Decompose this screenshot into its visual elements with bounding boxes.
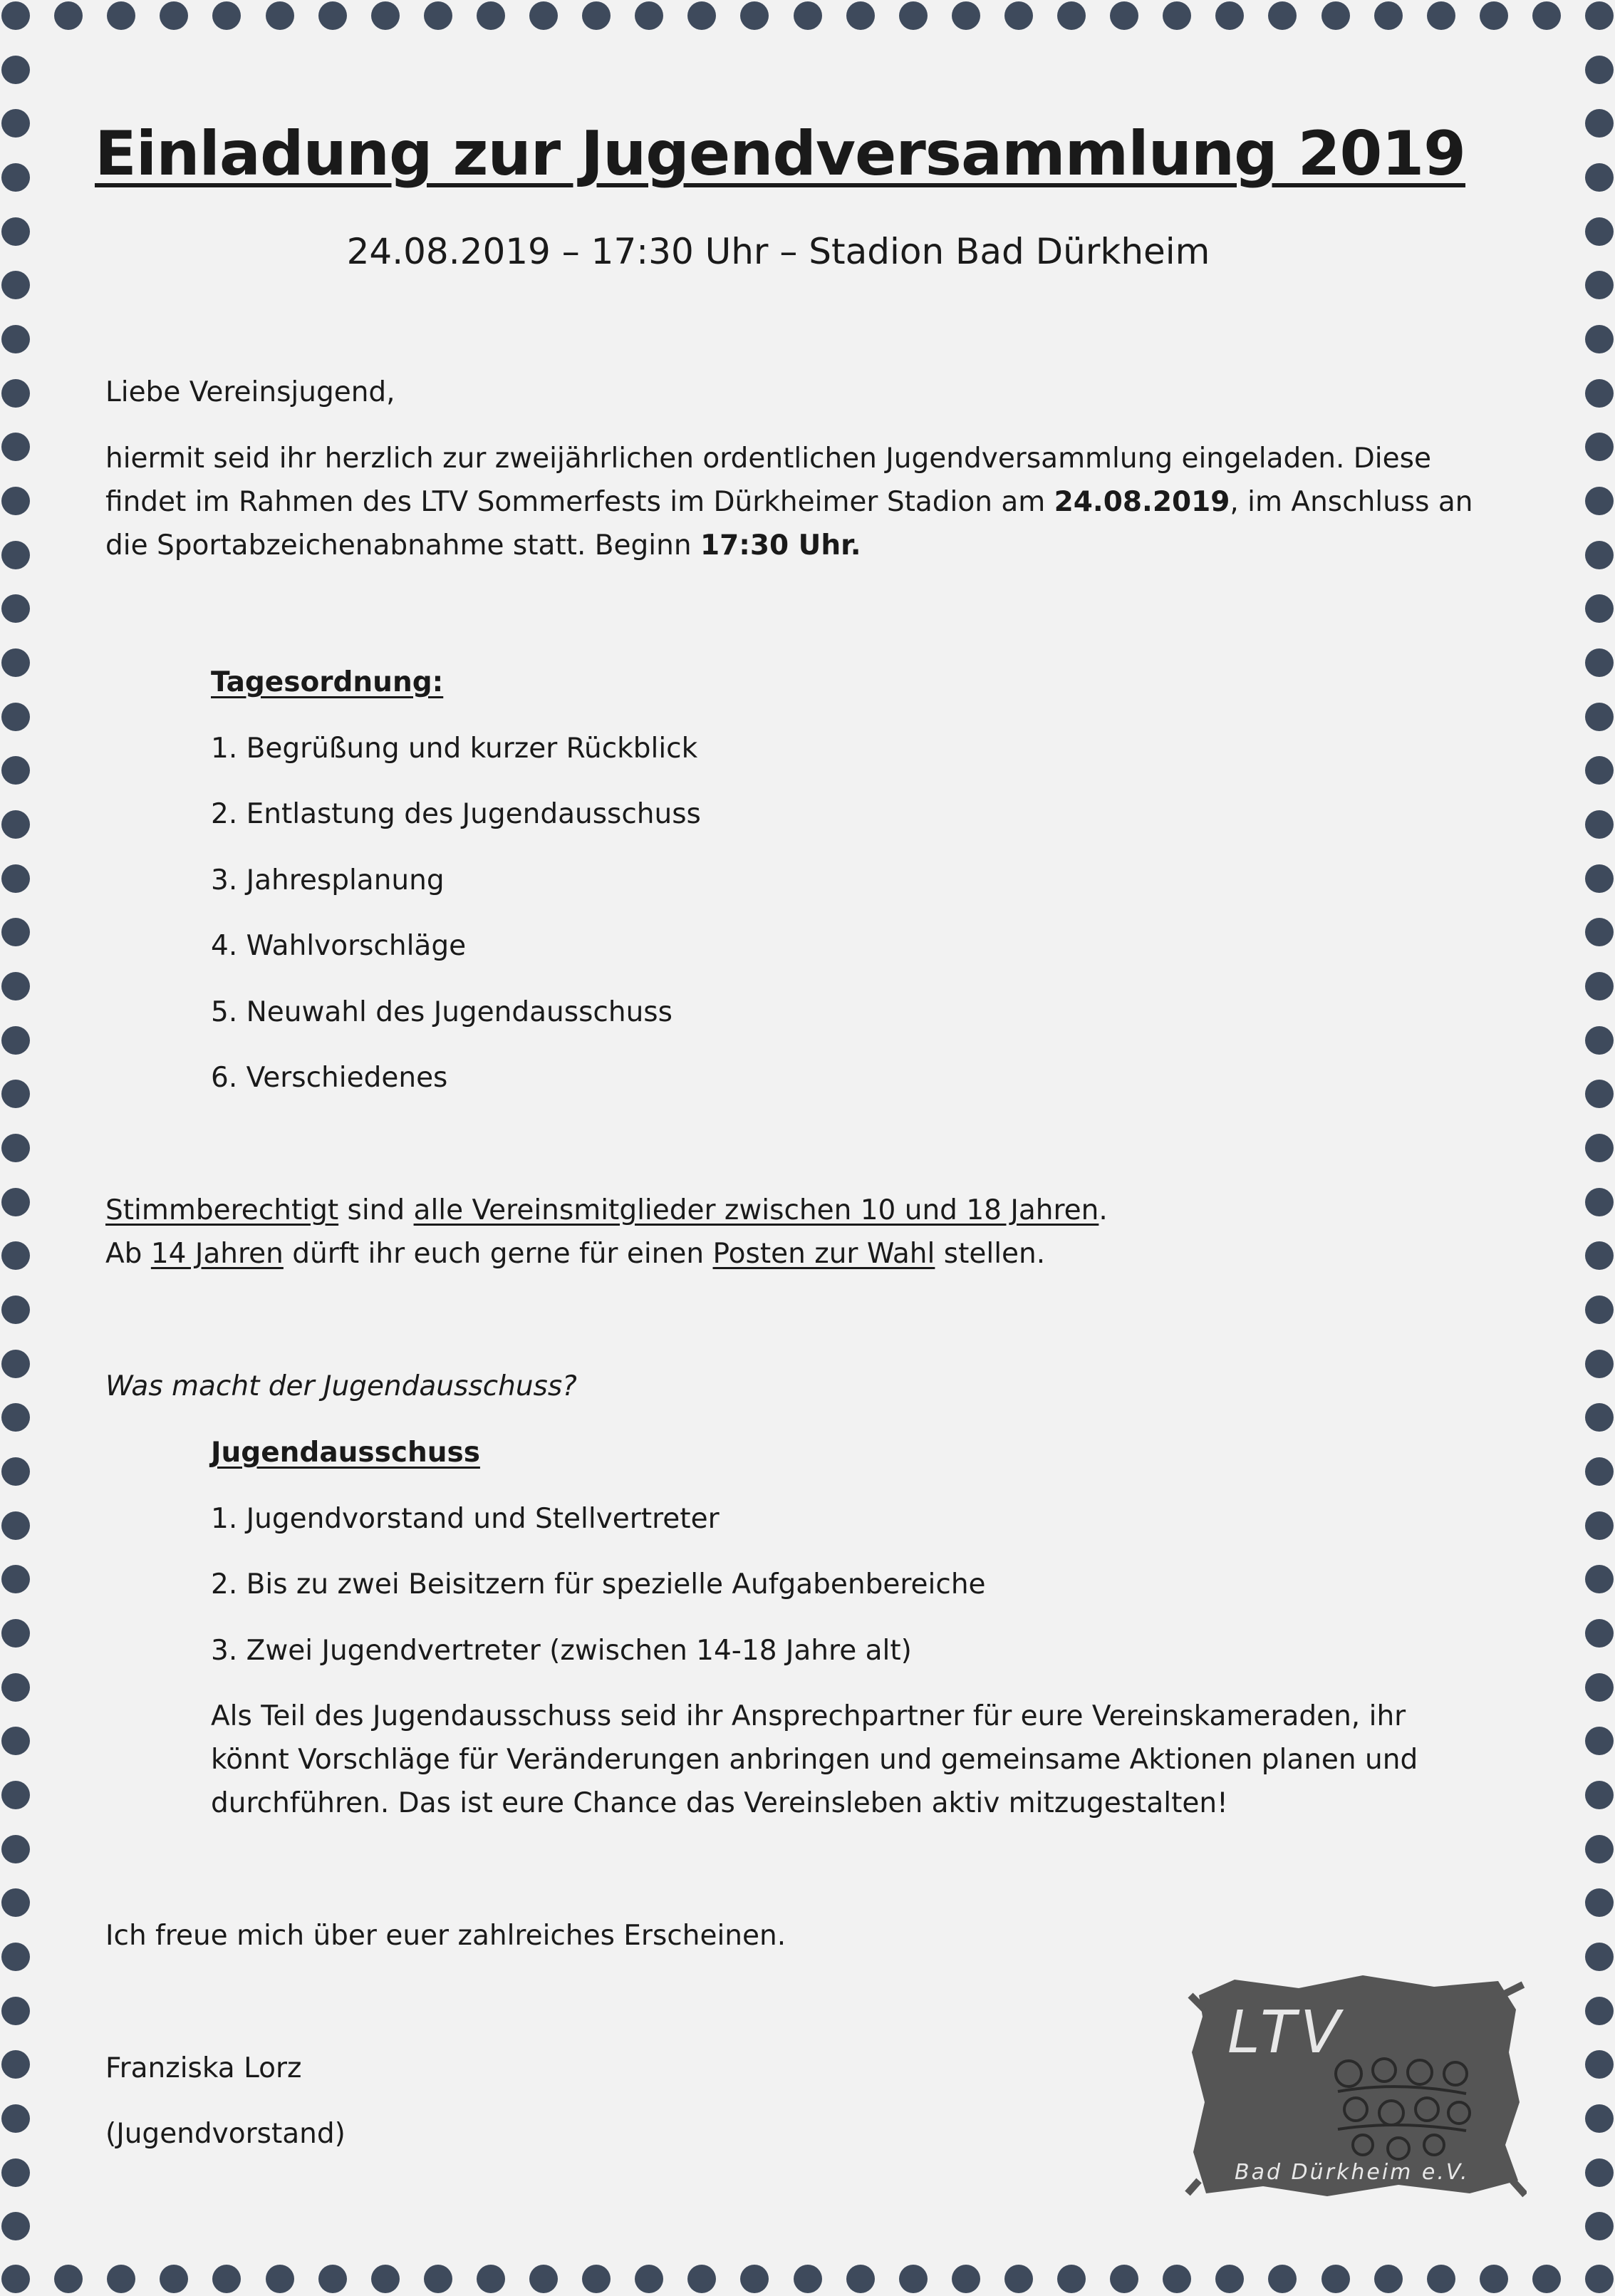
committee-para-line: könnt Vorschläge für Veränderungen anbringen und gemeinsame Aktionen planen und bbox=[211, 1744, 1418, 1776]
committee-item: 3. Zwei Jugendvertreter (zwischen 14-18 Jahre alt) bbox=[211, 1635, 912, 1667]
page-title: Einladung zur Jugendversammlung 2019 bbox=[94, 118, 1466, 190]
voting-text: 14 Jahren bbox=[150, 1238, 284, 1270]
intro-line-3 bbox=[105, 524, 861, 567]
agenda-item: 6. Verschiedenes bbox=[211, 1062, 448, 1094]
voting-text: Posten zur Wahl bbox=[712, 1238, 935, 1270]
voting-text: dürft ihr euch gerne für einen bbox=[283, 1238, 713, 1270]
committee-para-line: Als Teil des Jugendausschuss seid ihr Ansprechpartner für eure Vereinskameraden, ihr bbox=[211, 1700, 1406, 1732]
intro-text: , im Anschluss an bbox=[1230, 486, 1473, 518]
agenda-item: 4. Wahlvorschläge bbox=[211, 930, 467, 962]
agenda-item: 3. Jahresplanung bbox=[211, 864, 445, 896]
committee-para-line: durchführen. Das ist eure Chance das Vereinsleben aktiv mitzugestalten! bbox=[211, 1787, 1228, 1819]
logo-main-text: LTV bbox=[1227, 1999, 1345, 2067]
voting-line-1 bbox=[105, 1189, 1108, 1232]
ltv-logo bbox=[1185, 1967, 1527, 2202]
agenda-item: 1. Begrüßung und kurzer Rückblick bbox=[211, 733, 698, 765]
voting-line-2 bbox=[105, 1232, 1045, 1276]
voting-text: Stimmberechtigt bbox=[105, 1194, 339, 1226]
voting-text: Ab bbox=[105, 1238, 151, 1270]
committee-heading: Jugendausschuss bbox=[211, 1437, 480, 1469]
event-date: 24.08.2019 bbox=[1054, 486, 1230, 518]
closing-text: Ich freue mich über euer zahlreiches Erscheinen. bbox=[105, 1920, 786, 1952]
greeting: Liebe Vereinsjugend, bbox=[105, 376, 395, 408]
signature-role: (Jugendvorstand) bbox=[105, 2118, 346, 2150]
voting-text: stellen. bbox=[935, 1238, 1046, 1270]
event-subtitle: 24.08.2019 – 17:30 Uhr – Stadion Bad Dürkheim bbox=[346, 231, 1210, 272]
intro-text: findet im Rahmen des LTV Sommerfests im Dürkheimer Stadion am bbox=[105, 486, 1054, 518]
committee-item: 1. Jugendvorstand und Stellvertreter bbox=[211, 1503, 720, 1535]
committee-item: 2. Bis zu zwei Beisitzern für spezielle Aufgabenbereiche bbox=[211, 1568, 986, 1601]
signature-name: Franziska Lorz bbox=[105, 2052, 302, 2084]
voting-text: . bbox=[1099, 1194, 1108, 1226]
committee-question: Was macht der Jugendausschuss? bbox=[105, 1370, 577, 1402]
agenda-heading: Tagesordnung: bbox=[211, 666, 444, 698]
intro-text: die Sportabzeichenabnahme statt. Beginn bbox=[105, 529, 700, 562]
intro-line-1: hiermit seid ihr herzlich zur zweijährlichen ordentlichen Jugendversammlung eingeladen. Diese bbox=[105, 443, 1431, 475]
intro-line-2 bbox=[105, 480, 1473, 524]
voting-text: sind bbox=[338, 1194, 414, 1226]
agenda-item: 5. Neuwahl des Jugendausschuss bbox=[211, 996, 673, 1028]
event-time: 17:30 Uhr. bbox=[700, 529, 861, 562]
agenda-item: 2. Entlastung des Jugendausschuss bbox=[211, 798, 701, 830]
voting-text: alle Vereinsmitglieder zwischen 10 und 18 Jahren bbox=[413, 1194, 1099, 1226]
logo-sub-text: Bad Dürkheim e.V. bbox=[1235, 2160, 1470, 2185]
